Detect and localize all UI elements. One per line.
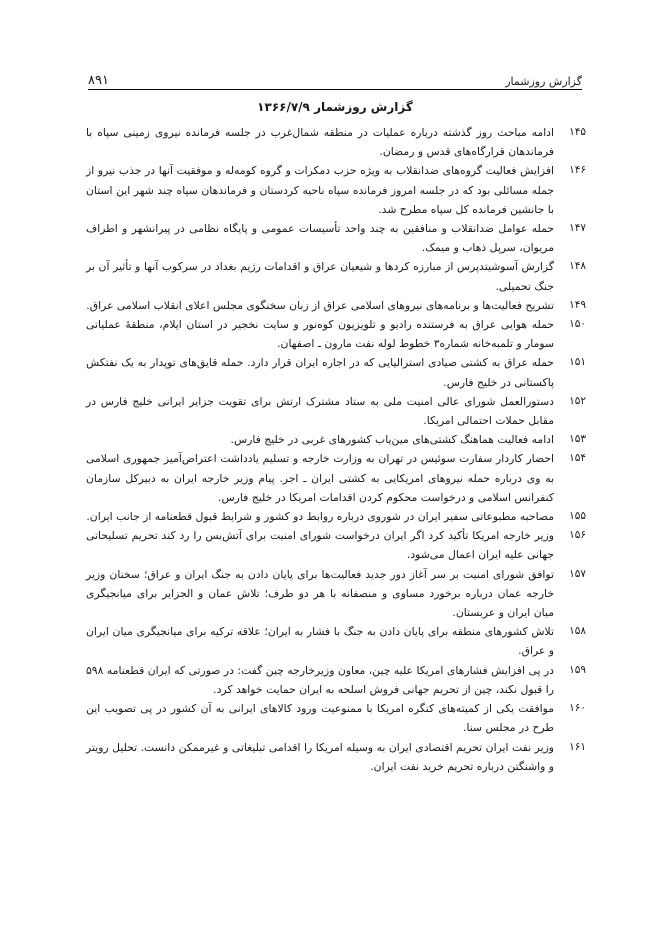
list-item	[86, 526, 586, 564]
list-item	[86, 738, 586, 776]
entry-text: تلاش کشورهای منطقه برای پایان دادن به جنگ با فشار به ایران؛ علاقه ترکیه برای میانجیگری میان ایران و عراق.	[86, 625, 554, 658]
entry-text: حمله عوامل ضدانقلاب و منافقین به چند واحد تأسیسات عمومی و پایگاه نظامی در پیرانشهر و اطراف مریوان، سرپل ذهاب و میمک.	[86, 222, 554, 255]
list-item	[86, 449, 586, 507]
entry-number: ۱۴۹	[569, 298, 586, 311]
list-item	[86, 257, 586, 295]
list-item	[86, 565, 586, 623]
list-item	[86, 353, 586, 391]
list-item	[86, 430, 586, 449]
entry-text: تشریح فعالیت‌ها و برنامه‌های نیروهای اسلامی عراق از زبان سخنگوی مجلس اعلای انقلاب اسلامی عراق.	[86, 298, 554, 312]
entry-list	[86, 123, 586, 776]
entry-text: حمله هوایی عراق به فرستنده رادیو و تلویزیون کوه‌نور و سایت نخجیر در استان ایلام، منطقهٔ عملیاتی سومار و تلمبه‌خانه شماره۳ خطوط لوله نفت مارون ـ اصفهان.	[86, 318, 554, 351]
list-item	[86, 699, 586, 737]
entry-number: ۱۶۱	[569, 740, 586, 753]
list-item	[86, 507, 586, 526]
entry-text: گزارش آسوشیتدپرس از مبارزه کردها و شیعیان عراق و اقدامات رژیم بغداد در سرکوب آنها و تأثیر آن بر جنگ تحمیلی.	[86, 260, 554, 293]
entry-number: ۱۵۵	[569, 510, 586, 523]
list-item	[86, 219, 586, 257]
entry-number: ۱۵۷	[569, 567, 586, 580]
entry-number: ۱۶۰	[569, 702, 586, 715]
entry-number: ۱۴۷	[569, 222, 586, 235]
list-item	[86, 315, 586, 353]
entry-number: ۱۵۲	[569, 394, 586, 407]
list-item	[86, 661, 586, 699]
entry-number: ۱۴۵	[569, 126, 586, 138]
entry-text: وزیر خارجه امریکا تأکید کرد اگر ایران درخواست شورای امنیت برای آتش‌بس را رد کند تحریم تسلیحاتی جهانی علیه ایران اعمال می‌شود.	[86, 529, 554, 562]
entry-text: وزیر نفت ایران تحریم اقتصادی ایران به وسیله امریکا را اقدامی تبلیغاتی و غیرممکن دانست. تحلیل رویتر و واشنگتن درباره تحریم خرید نفت ایران.	[86, 740, 554, 773]
list-item	[86, 392, 586, 430]
entry-number: ۱۵۹	[569, 663, 586, 676]
entry-text: دستورالعمل شورای عالی امنیت ملی به ستاد مشترک ارتش برای تقویت جزایر ایرانی خلیج فارس در مقابل حملات احتمالی امریکا.	[86, 394, 554, 428]
running-title: گزارش روزشمار	[505, 75, 582, 88]
list-item	[86, 296, 586, 315]
header-rule	[88, 89, 582, 90]
entry-number: ۱۵۸	[569, 625, 586, 638]
entry-number: ۱۵۱	[569, 356, 586, 369]
entry-text: احضار کاردار سفارت سوئیس در تهران به وزارت خارجه و تسلیم یادداشت اعتراض‌آمیز جمهوری اسلامی به وی درباره حمله نیروهای امریکایی به کشتی ایران ـ اجر. پیام وزیر خارجه ایران به دبیرکل سازمان کنفرانس اسلامی و درخواست محکوم کردن اقدامات امریکا در خلیج فارس.	[86, 452, 554, 504]
entry-text: افزایش فعالیت گروه‌های ضدانقلاب به ویژه حزب دمکرات و گروه کومه‌له و موفقیت آنها در جذب نیرو از جمله مسائلی بود که در جلسه امروز فرمانده سپاه ناحیه کردستان و فرماندهان سپاه چند شهر این استان با جانشین فرمانده کل سپاه مطرح شد.	[86, 164, 554, 216]
entry-text: موافقت یکی از کمیته‌های کنگره امریکا با ممنوعیت ورود کالاهای ایرانی به آن کشور در پی تصویب این طرح در مجلس سنا.	[86, 702, 554, 735]
list-item	[86, 123, 586, 161]
entry-text: در پی افزایش فشارهای امریکا علیه چین، معاون وزیرخارجه چین گفت: در صورتی که ایران قطعنامه ۵۹۸ را قبول نکند، چین از تحریم جهانی فروش اسلحه به ایران حمایت خواهد کرد.	[86, 663, 554, 696]
entry-text: توافق شورای امنیت بر سر آغاز دور جدید فعالیت‌ها برای پایان دادن به جنگ ایران و عراق؛ سخنان وزیر خارجه عمان درباره برخورد مساوی و منصفانه با هر دو طرف؛ تلاش عمان و الجزایر برای میانجیگری میان ایران و عربستان.	[86, 567, 554, 620]
entry-number: ۱۴۶	[569, 164, 586, 177]
entry-number: ۱۵۰	[569, 318, 586, 331]
entry-text: حمله عراق به کشتی صیادی استرالیایی که در اجاره ایران قرار دارد. حمله قایق‌های توپدار به یک نفتکش پاکستانی در خلیج فارس.	[86, 356, 554, 389]
page-number: ۸۹۱	[88, 73, 109, 88]
entry-number: ۱۵۳	[569, 433, 586, 446]
entry-number: ۱۵۶	[569, 529, 586, 542]
entry-text: ادامه مباحث روز گذشته درباره عملیات در منطقه شمال‌غرب در جلسه فرمانده نیروی زمینی سپاه با فرماندهان قرارگاه‌های قدس و رمضان.	[86, 126, 554, 159]
list-item	[86, 161, 586, 219]
entry-text: ادامه فعالیت هماهنگ کشتی‌های مین‌یاب کشورهای غربی در خلیج فارس.	[230, 433, 554, 447]
entry-text: مصاحبه مطبوعاتی سفیر ایران در شوروی درباره روابط دو کشور و شرایط قبول قطعنامه از جانب ایران.	[86, 510, 554, 524]
report-title: گزارش روزشمار ۱۳۶۶/۷/۹	[257, 100, 413, 114]
running-header	[88, 66, 582, 88]
entry-number: ۱۵۴	[569, 452, 586, 465]
entry-number: ۱۴۸	[569, 260, 586, 273]
list-item	[86, 622, 586, 660]
